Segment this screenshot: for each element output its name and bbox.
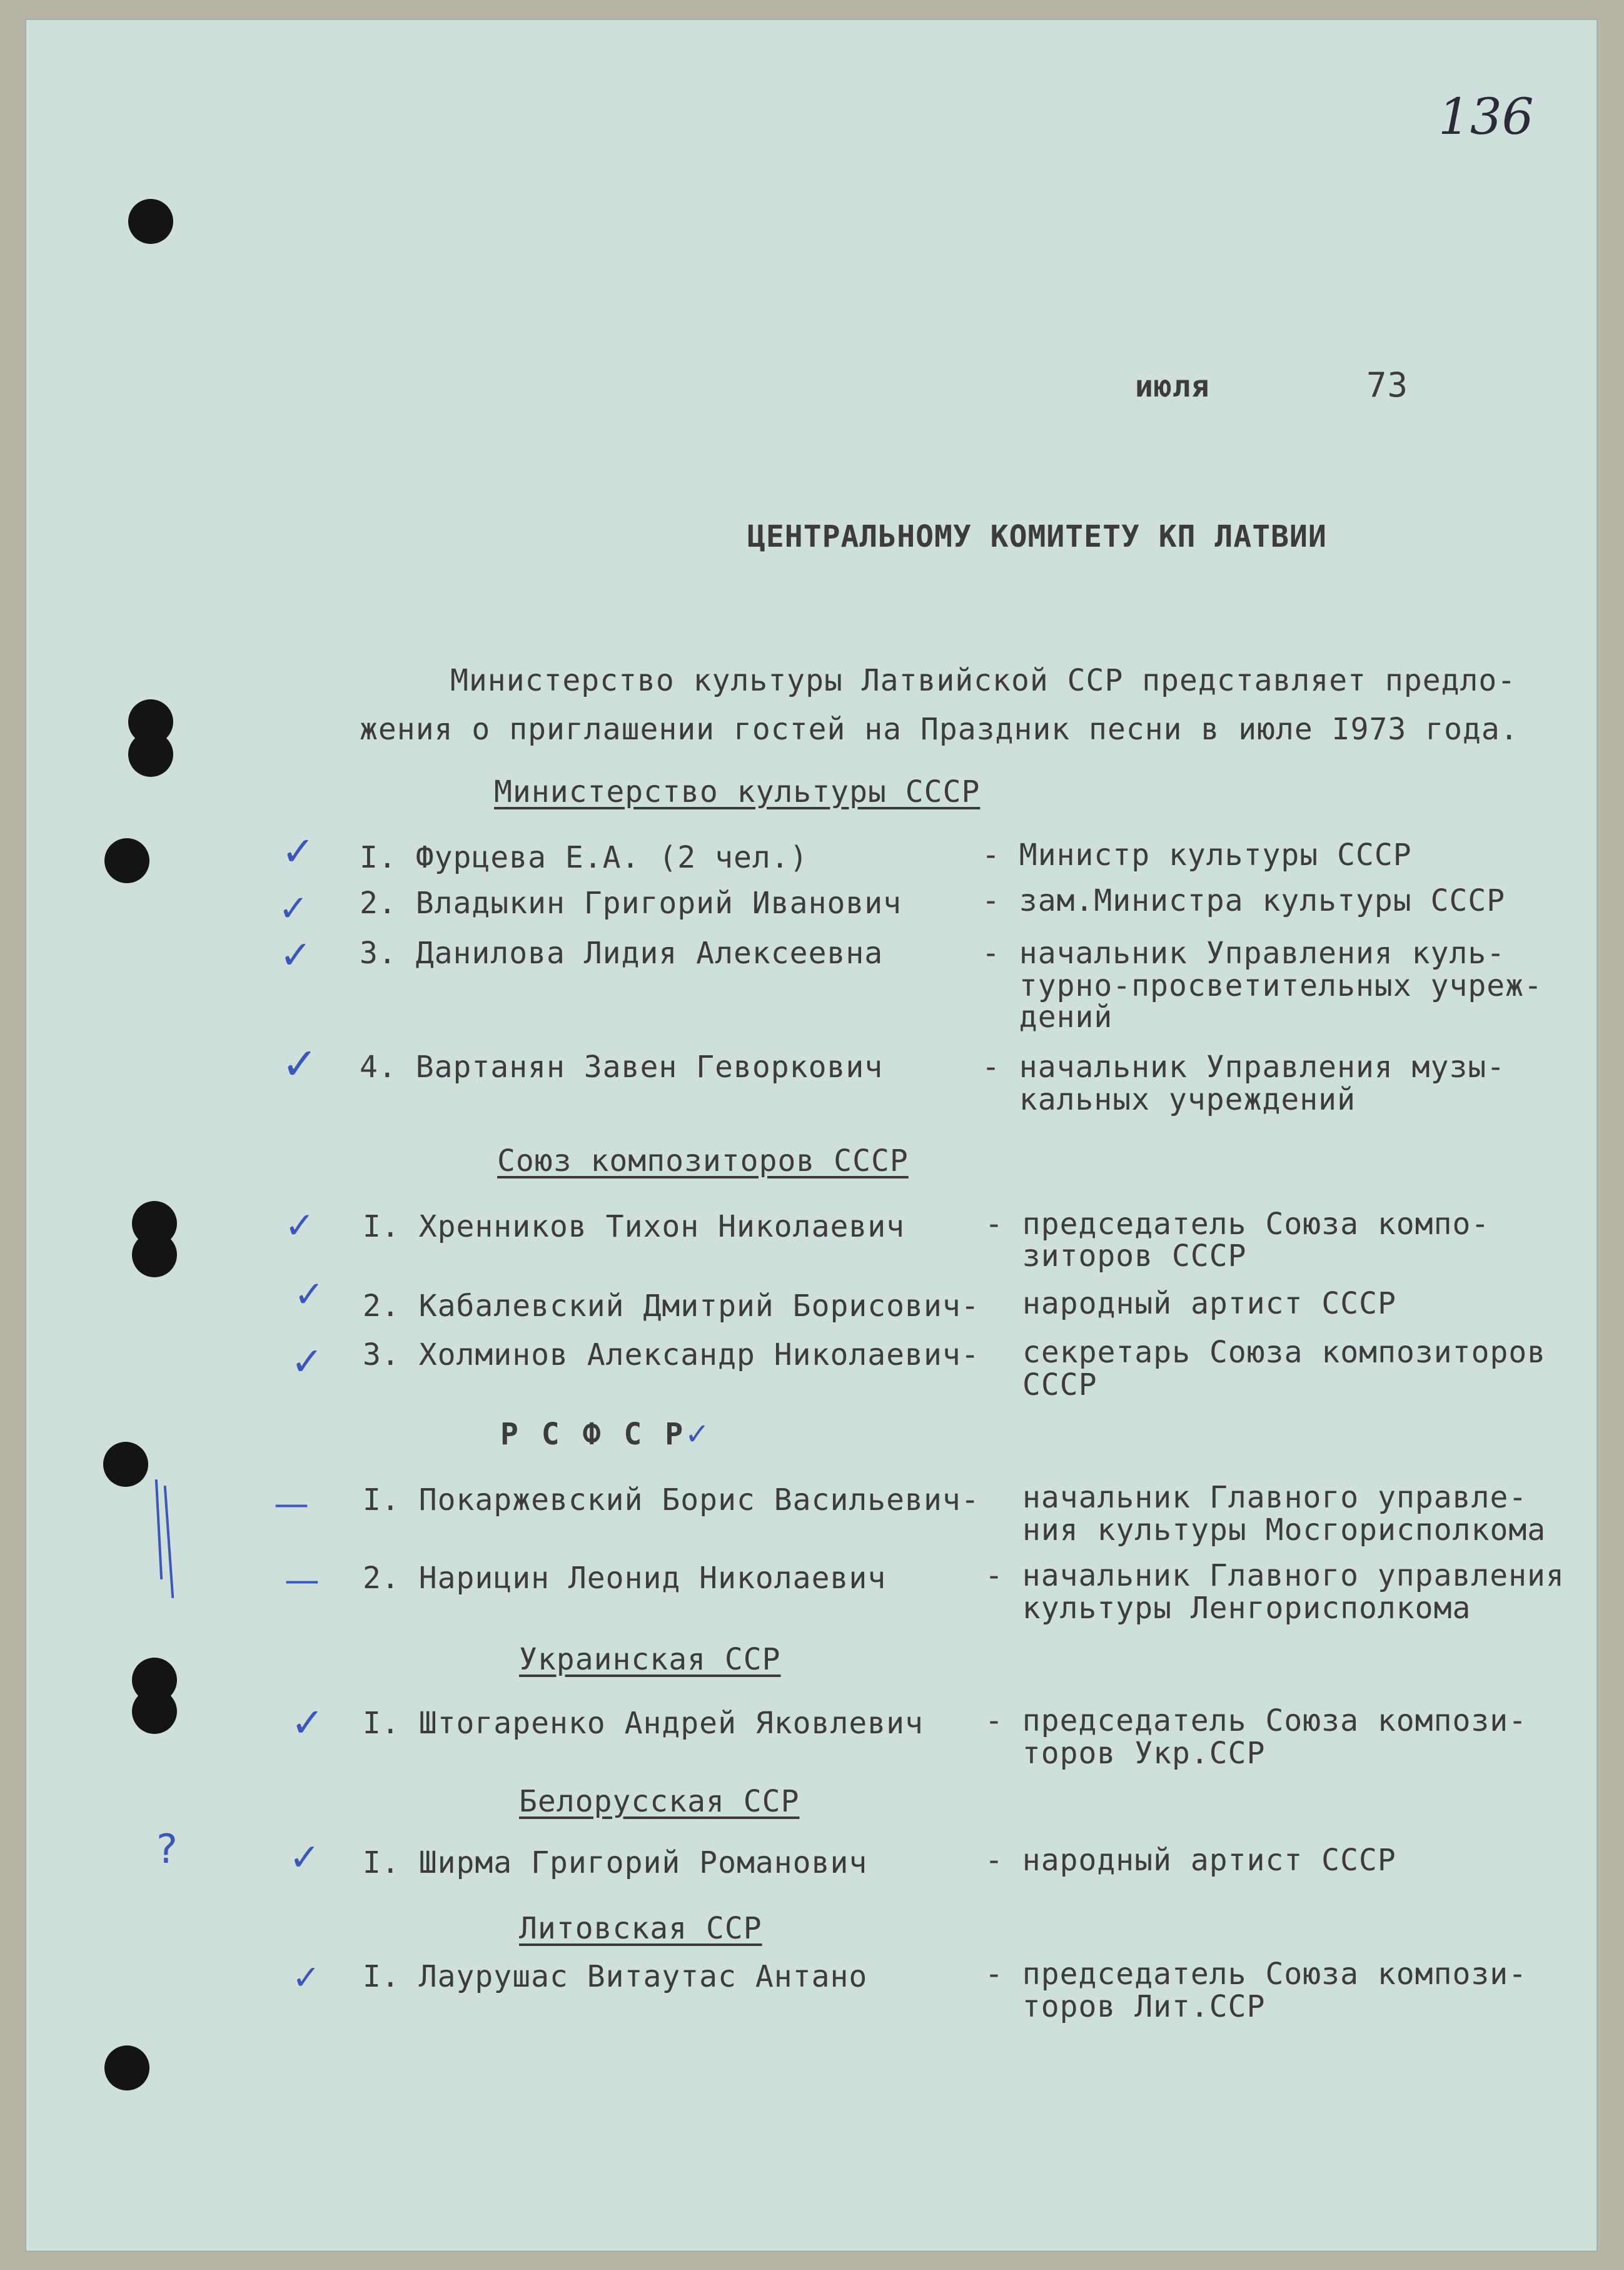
entry-name: 3. Холминов Александр Николаевич- xyxy=(363,1337,980,1372)
check-mark-icon: ✓ xyxy=(292,1958,321,1997)
entry-role: начальник Главного управле- xyxy=(1022,1480,1528,1515)
entry-role: кальных учреждений xyxy=(982,1082,1356,1117)
punch-hole xyxy=(103,1442,148,1487)
check-mark-icon: ✓ xyxy=(281,1038,318,1090)
check-mark-icon: ✓ xyxy=(281,829,315,875)
section-title: Белорусская ССР xyxy=(519,1784,800,1819)
entry-role: дений xyxy=(982,1000,1113,1035)
entry-name: I. Покаржевский Борис Васильевич- xyxy=(363,1482,980,1518)
entry-role: - Министр культуры СССР xyxy=(982,838,1412,873)
date-year: 73 xyxy=(1366,365,1409,405)
entry-role: турно-просветительных учреж- xyxy=(982,968,1543,1003)
vertical-bracket-mark xyxy=(164,1486,174,1598)
check-mark-icon: ✓ xyxy=(291,1700,325,1746)
entry-role: торов Укр.ССР xyxy=(985,1736,1266,1771)
entry-role: - народный артист СССР xyxy=(985,1843,1396,1878)
punch-hole xyxy=(128,199,173,244)
entry-role: ния культуры Мосгорисполкома xyxy=(1022,1512,1546,1548)
check-mark-icon: ✓ xyxy=(294,1273,325,1315)
entry-name: I. Хренников Тихон Николаевич xyxy=(363,1209,905,1244)
check-mark-icon: ✓ xyxy=(291,1339,323,1384)
section-title: Союз композиторов СССР xyxy=(497,1143,909,1178)
check-mark-icon: ✓ xyxy=(685,1417,710,1452)
punch-hole xyxy=(104,838,149,883)
dash-mark-icon: — xyxy=(274,1484,309,1524)
archive-page-number: 136 xyxy=(1438,88,1534,146)
dash-mark-icon: — xyxy=(285,1560,320,1601)
intro-line-2: жения о приглашении гостей на Праздник песни в июле I973 года. xyxy=(360,712,1519,747)
check-mark-icon: ✓ xyxy=(280,932,312,978)
entry-name: 2. Владыкин Григорий Иванович xyxy=(360,886,902,921)
section-title: Министерство культуры СССР xyxy=(494,774,981,809)
intro-line-1: Министерство культуры Латвийской ССР представляет предло- xyxy=(450,663,1516,698)
entry-name: 2. Нарицин Леонид Николаевич xyxy=(363,1561,887,1596)
check-mark-icon: ✓ xyxy=(289,1836,321,1880)
vertical-bracket-mark xyxy=(155,1479,163,1579)
section-title: Р С Ф С Р xyxy=(500,1417,686,1452)
section-title: Литовская ССР xyxy=(519,1911,762,1946)
punch-hole xyxy=(132,1232,177,1277)
entry-name: I. Фурцева Е.А. (2 чел.) xyxy=(360,840,809,875)
addressee-heading: ЦЕНТРАЛЬНОМУ КОМИТЕТУ КП ЛАТВИИ xyxy=(747,519,1327,554)
entry-role: - начальник Управления куль- xyxy=(982,936,1506,971)
punch-hole xyxy=(128,732,173,777)
entry-role: - зам.Министра культуры СССР xyxy=(982,883,1506,918)
entry-role: зиторов СССР xyxy=(985,1239,1247,1274)
entry-role: торов Лит.ССР xyxy=(985,1989,1266,2024)
entry-name: I. Лаурушас Витаутас Антано xyxy=(363,1959,868,1994)
entry-name: I. Штогаренко Андрей Яковлевич xyxy=(363,1706,924,1741)
entry-role: - председатель Союза компо- xyxy=(985,1207,1490,1242)
section-title: Украинская ССР xyxy=(519,1642,781,1677)
check-mark-icon: ✓ xyxy=(285,1204,315,1247)
question-mark-icon: ? xyxy=(156,1827,178,1873)
check-mark-icon: ✓ xyxy=(278,887,309,930)
entry-role: - начальник Управления музы- xyxy=(982,1050,1506,1085)
entry-name: 2. Кабалевский Дмитрий Борисович- xyxy=(363,1289,980,1324)
entry-role: - председатель Союза компози- xyxy=(985,1957,1528,1992)
entry-role: народный артист СССР xyxy=(1022,1286,1396,1321)
entry-role: - председатель Союза компози- xyxy=(985,1703,1528,1738)
entry-name: I. Ширма Григорий Романович xyxy=(363,1845,868,1880)
entry-role: СССР xyxy=(1022,1367,1097,1402)
entry-role: культуры Ленгорисполкома xyxy=(985,1591,1471,1626)
entry-name: 3. Данилова Лидия Алексеевна xyxy=(360,936,884,971)
entry-role: секретарь Союза композиторов xyxy=(1022,1335,1546,1370)
entry-name: 4. Вартанян Завен Геворкович xyxy=(360,1050,884,1085)
date-month: июля xyxy=(1135,369,1210,404)
entry-role: - начальник Главного управления xyxy=(985,1558,1565,1593)
punch-hole xyxy=(104,2045,149,2090)
punch-hole xyxy=(132,1689,177,1734)
